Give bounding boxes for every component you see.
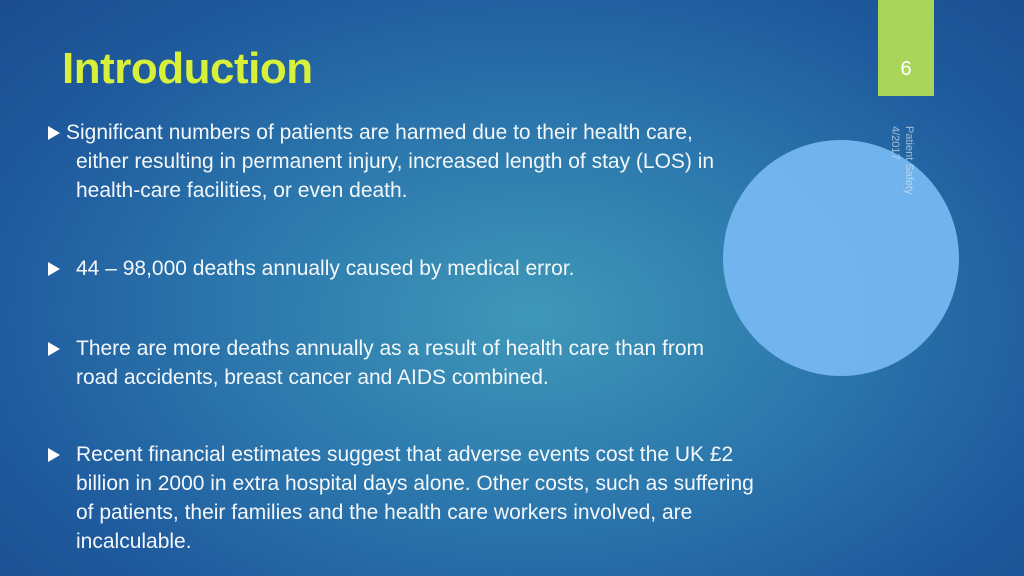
bullet-text-line: either resulting in permanent injury, increased length of stay (LOS) in: [76, 150, 715, 173]
bullet-item: [48, 118, 898, 205]
bullet-arrow-icon: [48, 262, 60, 276]
bullet-item: [48, 334, 898, 392]
bullet-arrow-icon: [48, 126, 60, 140]
bullet-text-line: of patients, their families and the health care workers involved, are: [76, 501, 693, 524]
bullet-arrow-icon: [48, 342, 60, 356]
bullet-item: [48, 440, 898, 556]
bullet-text-line: billion in 2000 in extra hospital days alone. Other costs, such as suffering: [76, 472, 754, 495]
bullet-text-line: health-care facilities, or even death.: [76, 179, 408, 202]
footer-topic: Patient Safety: [903, 126, 915, 195]
bullet-text-line: road accidents, breast cancer and AIDS combined.: [76, 366, 549, 389]
footer-date: 4/2017: [889, 126, 901, 160]
bullet-text-line: Recent financial estimates suggest that adverse events cost the UK £2: [76, 443, 734, 466]
bullet-text-line: incalculable.: [76, 530, 192, 553]
bullet-text-line: 44 – 98,000 deaths annually caused by medical error.: [76, 257, 575, 280]
bullet-arrow-icon: [48, 448, 60, 462]
bullet-text-line: There are more deaths annually as a result of health care than from: [76, 337, 705, 360]
slide-title: Introduction: [62, 44, 313, 93]
bullet-text-line: Significant numbers of patients are harmed due to their health care,: [66, 121, 693, 144]
slide-number: 6: [900, 58, 912, 80]
bullet-item: [48, 254, 898, 283]
slide-number-tab: [878, 0, 934, 96]
